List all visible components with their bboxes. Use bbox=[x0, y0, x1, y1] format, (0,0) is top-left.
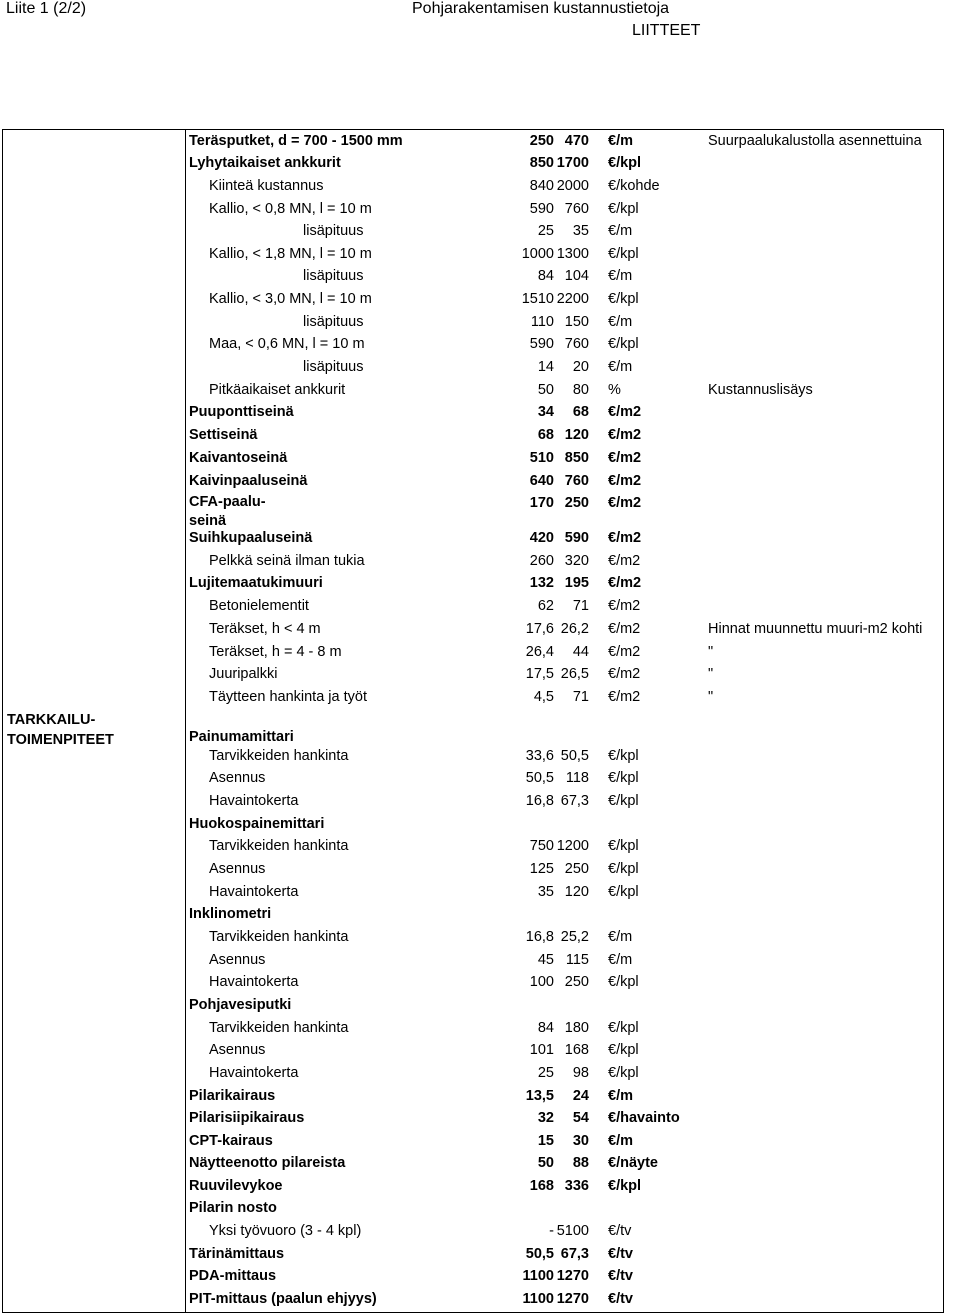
table-row bbox=[3, 573, 945, 593]
table-row bbox=[3, 882, 945, 902]
price-unit: €/kpl bbox=[608, 770, 639, 786]
row-description: Tarvikkeiden hankinta bbox=[209, 838, 349, 854]
price-unit: €/tv bbox=[608, 1246, 633, 1262]
row-note: Kustannuslisäys bbox=[708, 382, 813, 398]
price-low: 84 bbox=[537, 268, 554, 284]
price-unit: €/m2 bbox=[608, 553, 641, 569]
row-description: Kaivantoseinä bbox=[189, 450, 288, 466]
row-description: Maa, < 0,6 MN, l = 10 m bbox=[209, 336, 365, 352]
price-unit: €/tv bbox=[608, 1223, 632, 1239]
price-unit: €/m bbox=[608, 223, 633, 239]
price-high: 760 bbox=[564, 201, 589, 217]
row-description: Havaintokerta bbox=[209, 793, 299, 809]
price-low: 850 bbox=[529, 155, 554, 171]
price-unit: €/m bbox=[608, 268, 633, 284]
price-high: 67,3 bbox=[560, 1246, 589, 1262]
price-unit: €/m2 bbox=[608, 575, 642, 591]
table-row bbox=[3, 176, 945, 196]
price-low: 14 bbox=[537, 359, 554, 375]
price-low: 420 bbox=[529, 530, 554, 546]
table-row bbox=[3, 1131, 945, 1151]
table-row bbox=[3, 746, 945, 766]
price-low: 17,5 bbox=[525, 666, 554, 682]
table-row bbox=[3, 493, 945, 529]
table-row bbox=[3, 528, 945, 548]
price-unit: €/kpl bbox=[608, 246, 639, 262]
price-low: 1100 bbox=[522, 1291, 554, 1307]
row-description: Tarvikkeiden hankinta bbox=[209, 1020, 349, 1036]
table-row bbox=[3, 768, 945, 788]
price-high: 67,3 bbox=[560, 793, 589, 809]
row-description: Kallio, < 3,0 MN, l = 10 m bbox=[209, 291, 372, 307]
table-row bbox=[3, 357, 945, 377]
price-low: 84 bbox=[537, 1020, 554, 1036]
price-high: 850 bbox=[564, 450, 589, 466]
row-description: Tarvikkeiden hankinta bbox=[209, 929, 349, 945]
price-high: 54 bbox=[572, 1110, 589, 1126]
row-description: Lujitemaatukimuuri bbox=[189, 575, 323, 591]
price-low: 33,6 bbox=[525, 748, 554, 764]
table-row bbox=[3, 402, 945, 422]
price-high: 88 bbox=[572, 1155, 589, 1171]
row-description: Tärinämittaus bbox=[189, 1246, 285, 1262]
price-unit: €/kpl bbox=[608, 793, 639, 809]
cost-table bbox=[2, 129, 944, 1313]
row-description: Kallio, < 1,8 MN, l = 10 m bbox=[209, 246, 372, 262]
row-description: Juuripalkki bbox=[209, 666, 278, 682]
price-low: 125 bbox=[529, 861, 554, 877]
price-unit: €/tv bbox=[608, 1268, 633, 1284]
table-row bbox=[3, 244, 945, 264]
table-row bbox=[3, 972, 945, 992]
table-row bbox=[3, 551, 945, 571]
price-high: 25,2 bbox=[560, 929, 589, 945]
price-unit: €/m2 bbox=[608, 598, 641, 614]
page-label: Liite 1 (2/2) bbox=[6, 0, 87, 17]
price-unit: €/m2 bbox=[608, 689, 641, 705]
price-low: 840 bbox=[529, 178, 554, 194]
price-high: 98 bbox=[572, 1065, 589, 1081]
price-unit: €/kpl bbox=[608, 838, 639, 854]
row-description: Tarvikkeiden hankinta bbox=[209, 748, 349, 764]
row-description: Havaintokerta bbox=[209, 974, 299, 990]
document-title: Pohjarakentamisen kustannustietoja bbox=[412, 0, 670, 17]
price-low: 170 bbox=[529, 495, 554, 511]
price-high: 150 bbox=[564, 314, 589, 330]
table-row bbox=[3, 471, 945, 491]
price-high: 1200 bbox=[556, 838, 589, 854]
row-description: Kaivinpaaluseinä bbox=[189, 473, 308, 489]
price-unit: €/m bbox=[608, 1088, 633, 1104]
price-unit: €/m2 bbox=[608, 530, 642, 546]
row-description: PIT-mittaus (paalun ehjyys) bbox=[189, 1291, 377, 1307]
row-description: Asennus bbox=[209, 770, 266, 786]
table-row bbox=[3, 1040, 945, 1060]
table-row bbox=[3, 836, 945, 856]
price-unit: €/kpl bbox=[608, 861, 639, 877]
price-unit: % bbox=[608, 382, 621, 398]
table-row bbox=[3, 153, 945, 173]
price-unit: €/kpl bbox=[608, 1178, 642, 1194]
price-low: 50 bbox=[537, 382, 554, 398]
row-description: Teräkset, h = 4 - 8 m bbox=[209, 644, 342, 660]
table-row bbox=[3, 199, 945, 219]
price-high: 320 bbox=[564, 553, 589, 569]
row-description: Asennus bbox=[209, 952, 266, 968]
table-row bbox=[3, 425, 945, 445]
price-high: 115 bbox=[565, 952, 589, 968]
row-description: Pitkäaikaiset ankkurit bbox=[209, 382, 346, 398]
price-high: 24 bbox=[572, 1088, 589, 1104]
price-high: 118 bbox=[565, 770, 589, 786]
price-low: 110 bbox=[530, 314, 554, 330]
table-row bbox=[3, 791, 945, 811]
price-high: 71 bbox=[572, 598, 589, 614]
price-low: 25 bbox=[537, 223, 554, 239]
price-high: 250 bbox=[564, 495, 589, 511]
price-unit: €/m bbox=[608, 952, 633, 968]
row-description: Pohjavesiputki bbox=[189, 997, 292, 1013]
price-unit: €/tv bbox=[608, 1291, 633, 1307]
price-low: 50 bbox=[537, 1155, 554, 1171]
table-row bbox=[3, 289, 945, 309]
table-row bbox=[3, 642, 945, 662]
price-unit: €/m2 bbox=[608, 450, 642, 466]
row-description: Pilarisiipikairaus bbox=[189, 1110, 305, 1126]
price-unit: €/m2 bbox=[608, 666, 641, 682]
row-description: Teräsputket, d = 700 - 1500 mm bbox=[189, 133, 403, 149]
row-note: Suurpaalukalustolla asennettuina bbox=[708, 133, 922, 149]
row-description: Havaintokerta bbox=[209, 1065, 299, 1081]
row-description: Ruuvilevykoe bbox=[189, 1178, 283, 1194]
price-high: 1700 bbox=[556, 155, 589, 171]
price-high: 168 bbox=[564, 1042, 589, 1058]
row-description: CFA-paalu- bbox=[189, 494, 266, 510]
price-low: 1000 bbox=[521, 246, 554, 262]
price-unit: €/havainto bbox=[608, 1110, 680, 1126]
table-row bbox=[3, 1244, 945, 1264]
price-high: 470 bbox=[564, 133, 589, 149]
price-low: 510 bbox=[529, 450, 554, 466]
table-row bbox=[3, 1086, 945, 1106]
document-subtitle: LIITTEET bbox=[632, 22, 701, 39]
price-high: 120 bbox=[564, 884, 589, 900]
table-row bbox=[3, 334, 945, 354]
table-row bbox=[3, 1176, 945, 1196]
price-low: 1100 bbox=[522, 1268, 554, 1284]
price-low: 17,6 bbox=[525, 621, 554, 637]
row-description: Pelkkä seinä ilman tukia bbox=[209, 553, 365, 569]
row-description: Havaintokerta bbox=[209, 884, 299, 900]
price-low: 101 bbox=[529, 1042, 554, 1058]
row-description: Asennus bbox=[209, 1042, 266, 1058]
price-unit: €/kpl bbox=[608, 1042, 639, 1058]
price-unit: €/kpl bbox=[608, 884, 639, 900]
price-unit: €/m2 bbox=[608, 404, 642, 420]
row-description: Kallio, < 0,8 MN, l = 10 m bbox=[209, 201, 372, 217]
price-high: 30 bbox=[572, 1133, 589, 1149]
price-low: 68 bbox=[537, 427, 554, 443]
table-row bbox=[3, 904, 945, 924]
table-row bbox=[3, 950, 945, 970]
table-row bbox=[3, 664, 945, 684]
table-row bbox=[3, 596, 945, 616]
section-label-line1: TARKKAILU- bbox=[7, 712, 96, 728]
price-low: 25 bbox=[537, 1065, 554, 1081]
price-low: 100 bbox=[529, 974, 554, 990]
price-unit: €/m2 bbox=[608, 644, 641, 660]
table-row bbox=[3, 221, 945, 241]
price-high: 180 bbox=[564, 1020, 589, 1036]
price-low: 15 bbox=[537, 1133, 554, 1149]
row-description: Näytteenotto pilareista bbox=[189, 1155, 346, 1171]
price-unit: €/m bbox=[608, 314, 633, 330]
price-high: 20 bbox=[572, 359, 589, 375]
price-unit: €/m2 bbox=[608, 621, 641, 637]
price-low: 590 bbox=[529, 201, 554, 217]
price-high: 336 bbox=[564, 1178, 589, 1194]
row-description: Painumamittari bbox=[189, 729, 294, 745]
table-row bbox=[3, 266, 945, 286]
price-high: 50,5 bbox=[560, 748, 589, 764]
price-unit: €/m2 bbox=[608, 473, 642, 489]
price-unit: €/m2 bbox=[608, 495, 642, 511]
price-low: 50,5 bbox=[525, 770, 554, 786]
price-low: 250 bbox=[529, 133, 554, 149]
price-unit: €/m bbox=[608, 929, 633, 945]
price-high: 250 bbox=[564, 861, 589, 877]
price-high: 2000 bbox=[556, 178, 589, 194]
row-description: lisäpituus bbox=[303, 268, 364, 284]
price-unit: €/kpl bbox=[608, 155, 642, 171]
price-high: 760 bbox=[564, 336, 589, 352]
row-description: Puuponttiseinä bbox=[189, 404, 294, 420]
table-row bbox=[3, 859, 945, 879]
table-row bbox=[3, 1221, 945, 1241]
row-description: Täytteen hankinta ja työt bbox=[209, 689, 367, 705]
price-high: 26,5 bbox=[560, 666, 589, 682]
row-description: Pilarin nosto bbox=[189, 1200, 277, 1216]
price-high: 760 bbox=[564, 473, 589, 489]
price-low: 260 bbox=[529, 553, 554, 569]
price-low: - bbox=[549, 1223, 554, 1239]
table-row bbox=[3, 1063, 945, 1083]
table-row bbox=[3, 1289, 945, 1309]
row-description: Pilarikairaus bbox=[189, 1088, 276, 1104]
price-unit: €/kpl bbox=[608, 748, 639, 764]
table-row bbox=[3, 727, 945, 747]
price-low: 1510 bbox=[521, 291, 554, 307]
price-low: 50,5 bbox=[525, 1246, 554, 1262]
row-description: Settiseinä bbox=[189, 427, 258, 443]
row-description: lisäpituus bbox=[303, 223, 364, 239]
row-description: Kiinteä kustannus bbox=[209, 178, 324, 194]
row-description: Teräkset, h < 4 m bbox=[209, 621, 321, 637]
price-unit: €/kohde bbox=[608, 178, 660, 194]
price-high: 68 bbox=[572, 404, 589, 420]
price-high: 80 bbox=[572, 382, 589, 398]
price-unit: €/kpl bbox=[608, 291, 639, 307]
row-note: " bbox=[708, 666, 714, 682]
price-low: 16,8 bbox=[525, 929, 554, 945]
price-low: 16,8 bbox=[525, 793, 554, 809]
table-row bbox=[3, 1266, 945, 1286]
price-low: 62 bbox=[537, 598, 554, 614]
row-description: Betonielementit bbox=[209, 598, 309, 614]
row-description: PDA-mittaus bbox=[189, 1268, 277, 1284]
table-row bbox=[3, 1153, 945, 1173]
table-row bbox=[3, 927, 945, 947]
table-row bbox=[3, 1198, 945, 1218]
section-label-line2: TOIMENPITEET bbox=[7, 732, 114, 748]
table-row bbox=[3, 995, 945, 1015]
row-description: Suihkupaaluseinä bbox=[189, 530, 313, 546]
price-unit: €/kpl bbox=[608, 336, 639, 352]
price-high: 1270 bbox=[556, 1291, 589, 1307]
price-high: 195 bbox=[564, 575, 589, 591]
price-unit: €/kpl bbox=[608, 201, 639, 217]
price-high: 1270 bbox=[556, 1268, 589, 1284]
price-low: 26,4 bbox=[525, 644, 554, 660]
price-low: 590 bbox=[529, 336, 554, 352]
table-row bbox=[3, 814, 945, 834]
price-high: 44 bbox=[572, 644, 589, 660]
price-high: 120 bbox=[564, 427, 589, 443]
price-high: 71 bbox=[572, 689, 589, 705]
price-unit: €/kpl bbox=[608, 1020, 639, 1036]
price-low: 750 bbox=[529, 838, 554, 854]
price-low: 35 bbox=[537, 884, 554, 900]
row-description: Inklinometri bbox=[189, 906, 272, 922]
row-note: " bbox=[708, 689, 714, 705]
price-low: 132 bbox=[529, 575, 554, 591]
table-row bbox=[3, 131, 945, 151]
price-high: 104 bbox=[564, 268, 589, 284]
row-description: lisäpituus bbox=[303, 314, 364, 330]
table-row bbox=[3, 380, 945, 400]
price-low: 45 bbox=[537, 952, 554, 968]
table-row bbox=[3, 687, 945, 707]
price-unit: €/m bbox=[608, 133, 633, 149]
price-low: 34 bbox=[537, 404, 554, 420]
price-unit: €/m bbox=[608, 1133, 633, 1149]
row-description: Asennus bbox=[209, 861, 266, 877]
table-row bbox=[3, 312, 945, 332]
price-unit: €/m bbox=[608, 359, 633, 375]
price-low: 13,5 bbox=[525, 1088, 554, 1104]
price-unit: €/näyte bbox=[608, 1155, 658, 1171]
price-high: 1300 bbox=[556, 246, 589, 262]
row-description-line2: seinä bbox=[189, 513, 227, 529]
price-low: 640 bbox=[529, 473, 554, 489]
price-low: 4,5 bbox=[533, 689, 554, 705]
table-row bbox=[3, 448, 945, 468]
table-row bbox=[3, 1018, 945, 1038]
price-unit: €/kpl bbox=[608, 974, 639, 990]
price-low: 32 bbox=[537, 1110, 554, 1126]
row-note: " bbox=[708, 644, 714, 660]
price-high: 590 bbox=[564, 530, 589, 546]
price-high: 5100 bbox=[556, 1223, 589, 1239]
price-high: 250 bbox=[564, 974, 589, 990]
price-unit: €/kpl bbox=[608, 1065, 639, 1081]
row-description: lisäpituus bbox=[303, 359, 364, 375]
price-high: 26,2 bbox=[560, 621, 589, 637]
price-low: 168 bbox=[529, 1178, 554, 1194]
price-unit: €/m2 bbox=[608, 427, 642, 443]
table-row bbox=[3, 619, 945, 639]
price-high: 35 bbox=[572, 223, 589, 239]
table-row bbox=[3, 1108, 945, 1128]
row-note: Hinnat muunnettu muuri-m2 kohti bbox=[708, 621, 923, 637]
price-high: 2200 bbox=[556, 291, 589, 307]
row-description: Huokospainemittari bbox=[189, 816, 325, 832]
row-description: CPT-kairaus bbox=[189, 1133, 273, 1149]
row-description: Yksi työvuoro (3 - 4 kpl) bbox=[209, 1223, 362, 1239]
row-description: Lyhytaikaiset ankkurit bbox=[189, 155, 341, 171]
